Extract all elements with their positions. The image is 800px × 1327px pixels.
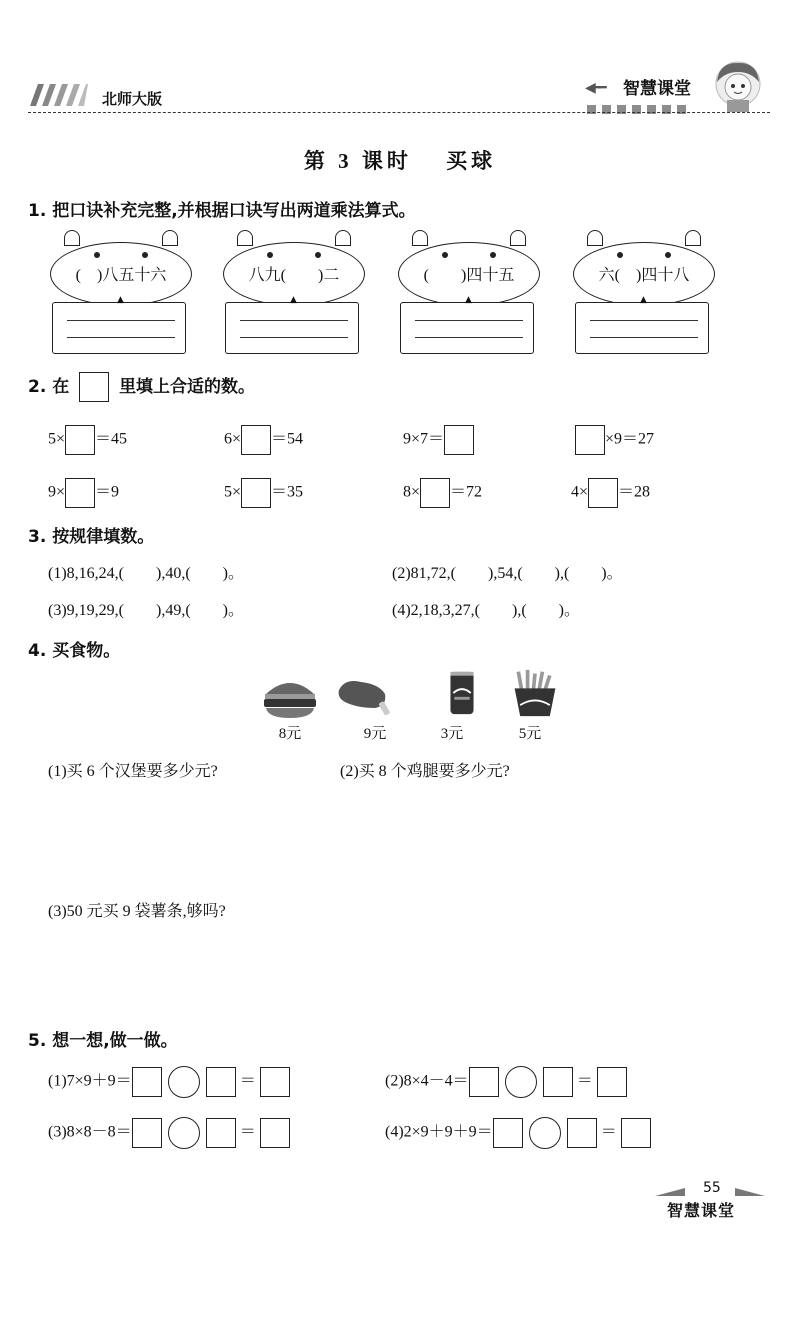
q3-part-3[interactable]: (3)9,19,29,( ),49,( )。	[48, 602, 244, 619]
q2-item	[224, 425, 303, 455]
header-dots	[587, 99, 692, 118]
header-stripes-icon	[30, 84, 88, 106]
answer-box[interactable]	[65, 478, 95, 508]
answer-box[interactable]	[597, 1067, 627, 1097]
q1-card-text: 六( )四十八	[598, 267, 690, 284]
hamburger-icon	[260, 672, 320, 722]
equals-sign: ＝	[600, 1123, 617, 1141]
q4-sub-2: (2)买 8 个鸡腿要多少元?	[340, 763, 510, 780]
q3-part-4[interactable]: (4)2,18,3,27,( ),( )。	[392, 602, 580, 619]
answer-box[interactable]	[132, 1118, 162, 1148]
q1-answer-board[interactable]	[400, 302, 534, 354]
q5-expression: (4)2×9＋9＋9＝	[385, 1123, 493, 1141]
q5-expression: (3)8×8－8＝	[48, 1123, 132, 1141]
q1-card-2: 八九( )二 ▲	[215, 222, 375, 352]
answer-box[interactable]	[444, 425, 474, 455]
answer-box[interactable]	[469, 1067, 499, 1097]
price-chicken: 9元	[363, 726, 387, 742]
price-hamburger: 8元	[278, 726, 302, 742]
price-cola: 3元	[440, 726, 464, 742]
answer-box[interactable]	[132, 1067, 162, 1097]
q2-item-post: ＝72	[450, 483, 483, 501]
q5-equation-1	[48, 1066, 290, 1098]
price-fries: 5元	[518, 726, 542, 742]
answer-box[interactable]	[543, 1067, 573, 1097]
q4-sub-1: (1)买 6 个汉堡要多少元?	[48, 763, 218, 780]
q2-item-pre: 9×7＝	[403, 430, 445, 448]
q1-card-text: ( )四十五	[423, 267, 515, 284]
answer-box[interactable]	[567, 1118, 597, 1148]
cola-can-icon	[432, 668, 492, 718]
q2-item-pre: 6×	[224, 430, 242, 448]
q5-equation-4	[385, 1117, 651, 1149]
answer-box[interactable]	[65, 425, 95, 455]
q2-label-pre: 2. 在	[28, 377, 70, 397]
answer-box[interactable]	[260, 1118, 290, 1148]
header-divider	[28, 112, 770, 113]
q2-item	[571, 478, 650, 508]
operator-circle[interactable]	[168, 1117, 200, 1149]
q5-expression: (2)8×4－4＝	[385, 1072, 469, 1090]
q2-item-post: ＝35	[271, 483, 304, 501]
equals-sign: ＝	[576, 1072, 593, 1090]
q2-item-pre: 5×	[48, 430, 66, 448]
girl-mascot-icon	[705, 60, 771, 112]
answer-box[interactable]	[575, 425, 605, 455]
q4-label: 4. 买食物。	[28, 641, 121, 661]
q2-item	[403, 478, 482, 508]
q5-label: 5. 想一想,做一做。	[28, 1031, 178, 1051]
q3-label: 3. 按规律填数。	[28, 527, 155, 547]
footer-brand-text: 智慧课堂	[667, 1203, 736, 1220]
q1-answer-board[interactable]	[225, 302, 359, 354]
q2-item	[575, 425, 654, 455]
q2-item-post: ＝45	[95, 430, 128, 448]
header-brand-text: 智慧课堂	[623, 79, 691, 99]
q1-label: 1. 把口诀补充完整,并根据口诀写出两道乘法算式。	[28, 201, 416, 221]
operator-circle[interactable]	[505, 1066, 537, 1098]
q2-item-post: ＝28	[618, 483, 651, 501]
fries-icon	[505, 668, 565, 718]
q2-item	[403, 425, 474, 455]
answer-box[interactable]	[420, 478, 450, 508]
operator-circle[interactable]	[168, 1066, 200, 1098]
q2-item	[48, 425, 127, 455]
answer-box[interactable]	[260, 1067, 290, 1097]
answer-box[interactable]	[621, 1118, 651, 1148]
q2-item-post: ×9＝27	[605, 430, 655, 448]
q2-label	[28, 372, 255, 402]
q3-part-2[interactable]: (2)81,72,( ),54,( ),( )。	[392, 565, 623, 582]
q5-equation-3	[48, 1117, 290, 1149]
q2-item-post: ＝54	[271, 430, 304, 448]
q2-item-pre: 8×	[403, 483, 421, 501]
q1-card-3: ( )四十五 ▲	[390, 222, 550, 352]
q5-expression: (1)7×9＋9＝	[48, 1072, 132, 1090]
answer-box[interactable]	[206, 1118, 236, 1148]
operator-circle[interactable]	[529, 1117, 561, 1149]
q1-card-text: 八九( )二	[248, 267, 340, 284]
sample-box-icon	[79, 372, 109, 402]
q2-item-pre: 4×	[571, 483, 589, 501]
chicken-leg-icon	[335, 672, 395, 722]
q1-card-1: ( )八五十六 ▲	[42, 222, 202, 352]
q1-answer-board[interactable]	[575, 302, 709, 354]
q3-part-1[interactable]: (1)8,16,24,( ),40,( )。	[48, 565, 244, 582]
q2-item-pre: 9×	[48, 483, 66, 501]
q2-item-post: ＝9	[95, 483, 120, 501]
equals-sign: ＝	[239, 1072, 256, 1090]
arrow-left-icon: ◀━━	[585, 80, 604, 96]
answer-box[interactable]	[206, 1067, 236, 1097]
q1-answer-board[interactable]	[52, 302, 186, 354]
edition-label: 北师大版	[102, 90, 163, 108]
q5-equation-2	[385, 1066, 627, 1098]
q1-card-4: 六( )四十八 ▲	[565, 222, 725, 352]
answer-box[interactable]	[241, 478, 271, 508]
q1-card-text: ( )八五十六	[75, 267, 167, 284]
page-title: 第 3 课时 买球	[303, 149, 497, 173]
answer-box[interactable]	[241, 425, 271, 455]
q2-item	[224, 478, 303, 508]
answer-box[interactable]	[588, 478, 618, 508]
footer-brand	[655, 1180, 770, 1220]
equals-sign: ＝	[239, 1123, 256, 1141]
q2-label-post: 里填上合适的数。	[119, 377, 256, 397]
q2-item-pre: 5×	[224, 483, 242, 501]
answer-box[interactable]	[493, 1118, 523, 1148]
q2-item	[48, 478, 119, 508]
page-number: 55	[703, 1180, 721, 1196]
q4-sub-3: (3)50 元买 9 袋薯条,够吗?	[48, 903, 226, 920]
